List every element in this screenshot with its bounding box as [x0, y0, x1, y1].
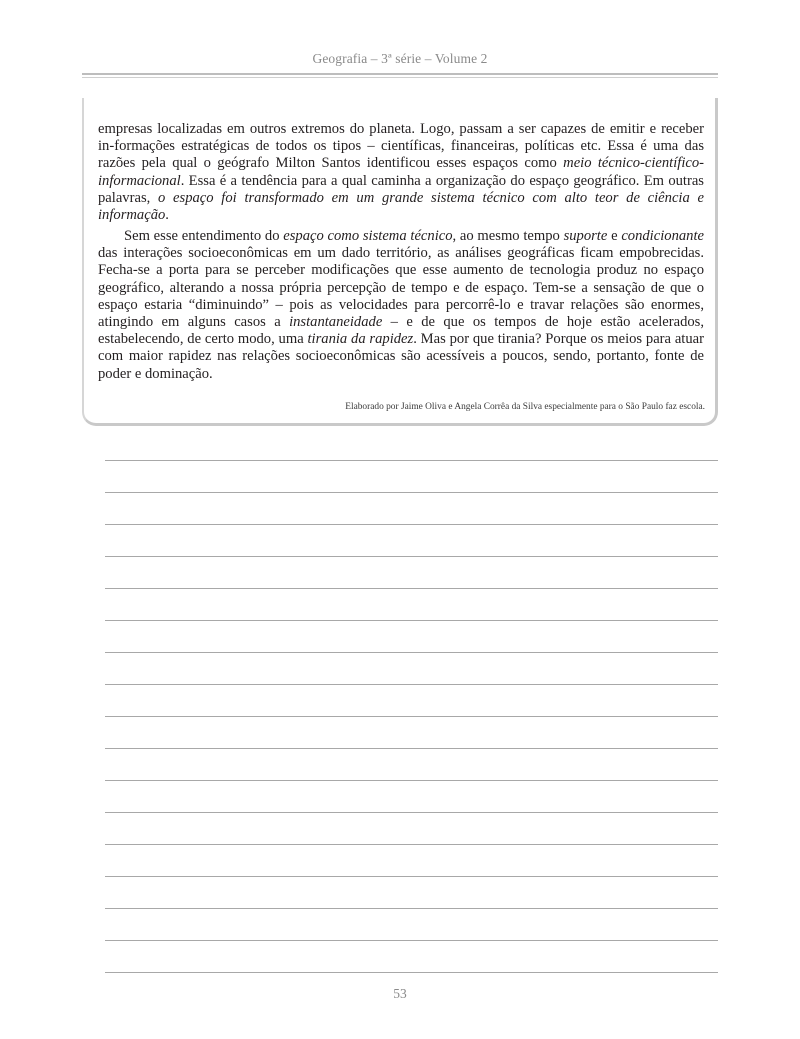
p1-text-3: .: [165, 207, 169, 224]
p2-text-3: e: [607, 228, 622, 244]
header-rule: [82, 73, 718, 75]
p2-italic-4: instantaneidade: [289, 314, 383, 331]
p1-italic-1: meio técnico-científico-informacional: [98, 155, 705, 189]
p1-italic-2: o espaço foi transformado em um grande sistema técnico com alto teor de ciência e informação: [98, 189, 704, 224]
p2-text-1: Sem esse entendimento do: [124, 228, 284, 244]
writing-line[interactable]: [105, 876, 718, 877]
writing-line[interactable]: [105, 780, 718, 781]
p2-text-4: das interações socioeconômicas em um dado território, as análises geográficas ficam empobrecidas. Fecha-se a porta para se perceber modificações que esse aumento de tecnologia produz no espaço geográfico, alterando a nossa própria percepção de tempo e de espaço. Tem-se a sensação de que o espaço estaria “diminuindo” – pois as velocidades para percorrê-lo e travar relações são enormes, atingindo em alguns casos a: [98, 245, 704, 331]
source-credit: Elaborado por Jaime Oliva e Angela Corrêa da Silva especialmente para o São Paulo faz escola.: [345, 402, 705, 412]
writing-line[interactable]: [105, 844, 718, 845]
writing-line[interactable]: [105, 812, 718, 813]
writing-line[interactable]: [105, 492, 718, 493]
writing-line[interactable]: [105, 588, 718, 589]
p2-italic-3: condicionante: [621, 228, 704, 244]
p2-text-6: . Mas por que tirania? Porque os meios para atuar com maior rapidez nas relações socioeconômicas são acessíveis a poucos, sendo, portanto, fonte de poder e dominação.: [98, 331, 704, 382]
p1-text-2: . Essa é a tendência para a qual caminha a organização do espaço geográfico. Em outras palavras,: [98, 172, 704, 206]
writing-line[interactable]: [105, 524, 718, 525]
writing-line[interactable]: [105, 460, 718, 461]
paragraph-1: [98, 121, 704, 224]
p1-text-1: empresas localizadas em outros extremos do planeta. Logo, passam a ser capazes de emitir e receber in-formações estratégicas de todos os tipos – científicas, financeiras, políticas etc. Essa é uma das razões pela qual o geógrafo Milton Santos identificou esses espaços como: [98, 121, 704, 172]
p2-italic-2: suporte: [563, 228, 608, 244]
writing-line[interactable]: [105, 748, 718, 749]
reading-text-box: [82, 98, 718, 426]
running-header: Geografia – 3ª série – Volume 2: [312, 51, 488, 66]
page-number: 53: [393, 986, 407, 1001]
writing-line[interactable]: [105, 972, 718, 973]
p2-text-5: – e de que os tempos de hoje estão acelerados, estabelecendo, de certo modo, uma: [98, 314, 704, 348]
writing-line[interactable]: [105, 716, 718, 717]
writing-line[interactable]: [105, 684, 718, 685]
writing-line[interactable]: [105, 652, 718, 653]
paragraph-2: [98, 228, 704, 383]
p2-italic-5: tirania da rapidez: [307, 331, 414, 348]
writing-line[interactable]: [105, 620, 718, 621]
writing-line[interactable]: [105, 908, 718, 909]
header-rule-thin: [82, 77, 718, 78]
writing-line[interactable]: [105, 556, 718, 557]
p2-text-2: , ao mesmo tempo: [452, 228, 564, 244]
writing-line[interactable]: [105, 940, 718, 941]
p2-italic-1: espaço como sistema técnico: [283, 228, 453, 244]
